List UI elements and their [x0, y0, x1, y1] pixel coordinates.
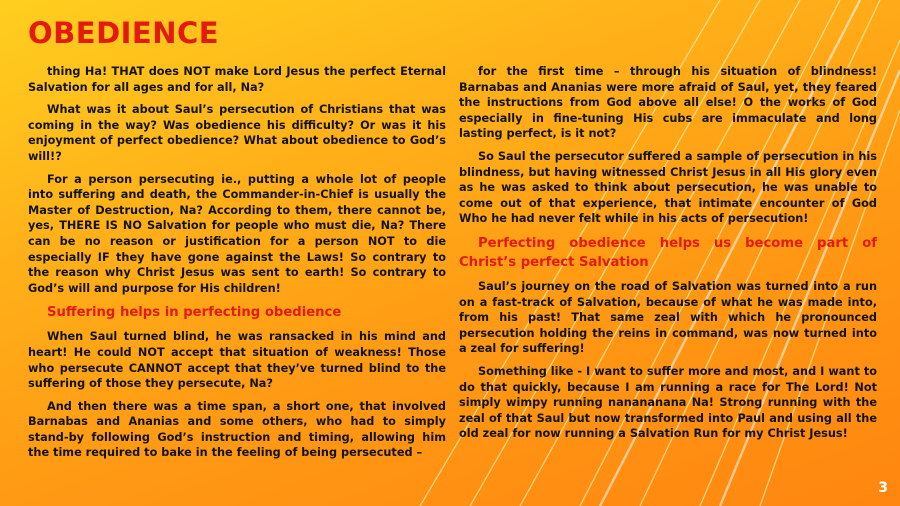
slide-title: OBEDIENCE — [28, 16, 220, 50]
section-heading-perfecting: Perfecting obedience helps us become part of Christ’s perfect Salvation — [459, 235, 877, 270]
left-paragraph-4: When Saul turned blind, he was ransacked in his mind and heart! He could NOT accept that situation of weakness! Those who persecute CANNOT accept that they’ve turned blind to the suffering of those they persecute, Na? — [28, 330, 446, 391]
page-number: 3 — [878, 480, 888, 496]
left-paragraph-1: thing Ha! THAT does NOT make Lord Jesus the perfect Eternal Salvation for all ages and for all, Na? — [28, 65, 446, 94]
right-paragraph-2: So Saul the persecutor suffered a sample of persecution in his blindness, but having witnessed Christ Jesus in all His glory even as he was asked to think about persecution, he was unable to come out of that experience, that intimate encounter of God Who he had never felt while in his acts of persecution! — [459, 149, 877, 226]
right-paragraph-4: Something like - I want to suffer more and most, and I want to do that quickly, because I am running a race for The Lord! Not simply wimpy running nanananana Na! Strong running with the zeal of that Saul but now transformed into Paul and using all the old zeal for now running a Salvation Run for my Christ Jesus! — [459, 364, 877, 441]
right-paragraph-1: for the first time – through his situation of blindness! Barnabas and Ananias were more afraid of Saul, yet, they feared the instructions from God above all else! O the works of God especially in fine-tuning His cubs are immaculate and long lasting perfect, is it not? — [459, 65, 877, 141]
left-paragraph-5: And then there was a time span, a short one, that involved Barnabas and Ananias and some others, who had to simply stand-by following God’s instruction and timing, allowing him the time required to bake in the feeling of being persecuted – — [28, 399, 446, 460]
left-paragraph-3: For a person persecuting ie., putting a whole lot of people into suffering and death, the Commander-in-Chief is usually the Master of Destruction, Na? According to them, there cannot be, yes, THERE IS NO Salvation for people who must die, Na? There can be no reason or justification for a person NOT to die especially IF they have gone against the Laws! So contrary to the reason why Christ Jesus was sent to earth! So contrary to God’s will and purpose for His children! — [28, 172, 446, 295]
right-text-column — [459, 64, 877, 449]
section-heading-suffering: Suffering helps in perfecting obedience — [47, 305, 342, 321]
left-paragraph-2: What was it about Saul’s persecution of Christians that was coming in the way? Was obedience his difficulty? Or was it his enjoyment of perfect obedience? What about obedience to God’s will!? — [28, 103, 446, 163]
left-text-column — [28, 64, 446, 468]
right-paragraph-3: Saul’s journey on the road of Salvation was turned into a run on a fast-track of Salvation, because of what he was made into, from his past! That same zeal with which he pronounced persecution holding the reins in command, was now turned into a zeal for suffering! — [459, 279, 877, 356]
